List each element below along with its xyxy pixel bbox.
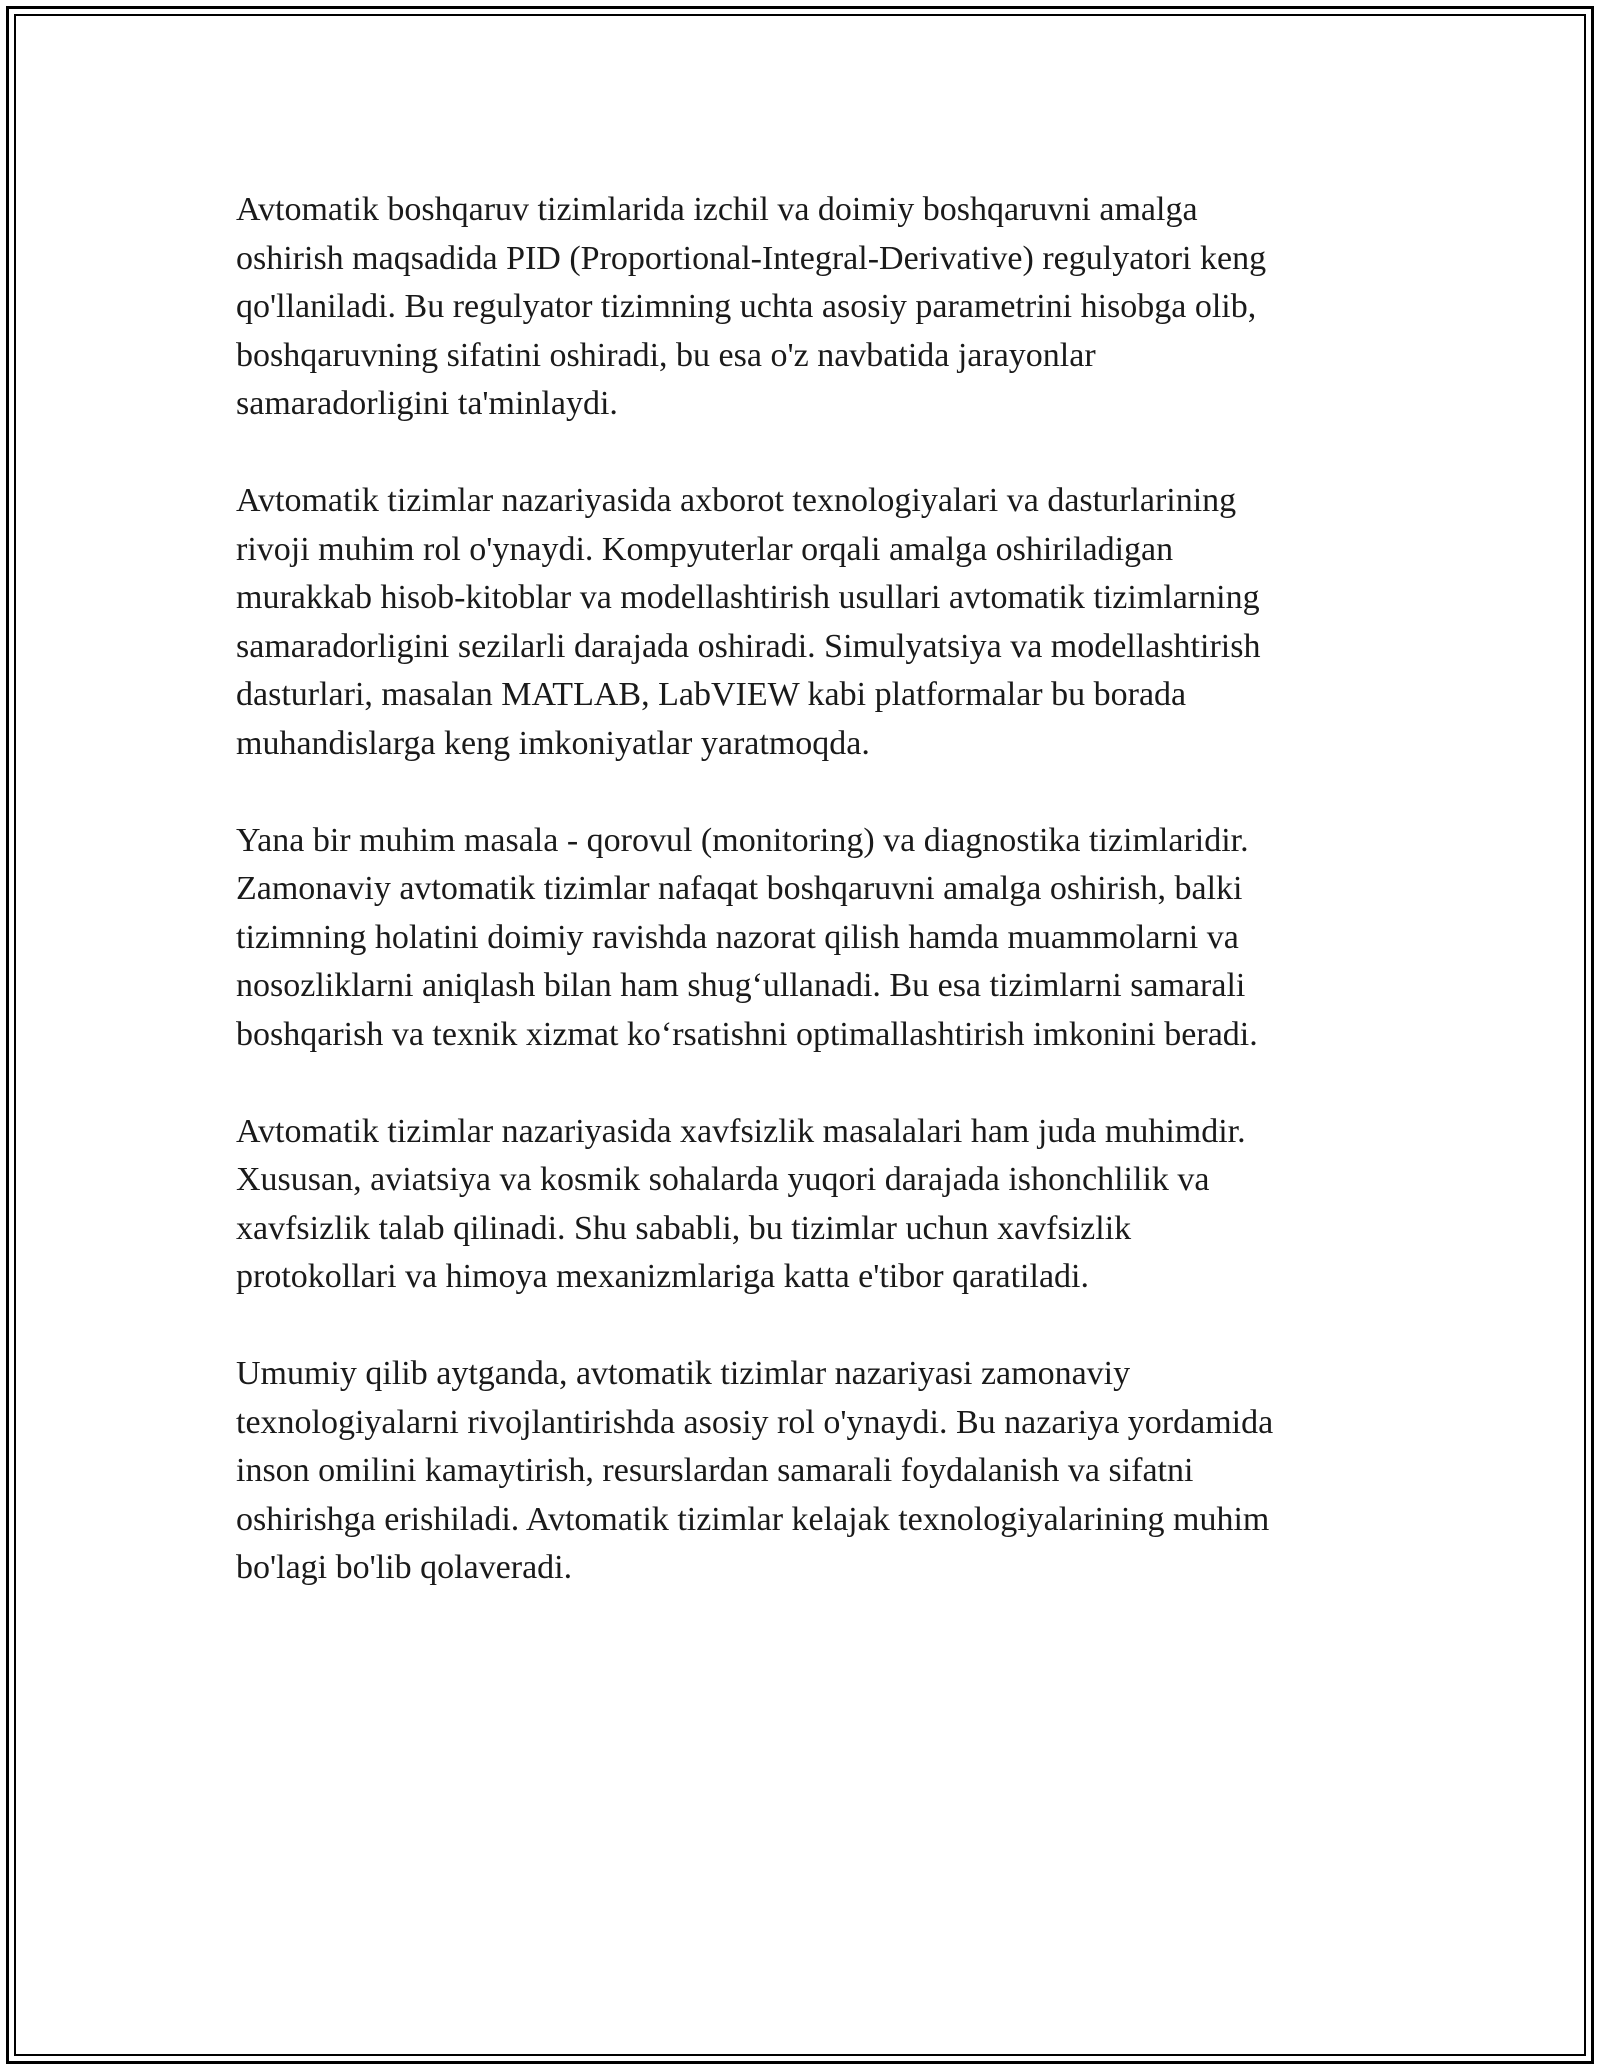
paragraph-safety xyxy=(236,1108,1366,1302)
text-line: boshqarish va texnik xizmat ko‘rsatishni optimallashtirish imkonini beradi. xyxy=(236,1015,1258,1053)
text-line: protokollari va himoya mexanizmlariga katta e'tibor qaratiladi. xyxy=(236,1258,1089,1295)
text-line: Zamonaviy avtomatik tizimlar nafaqat boshqaruvni amalga oshirish, balki xyxy=(236,870,1243,907)
text-line: qo'llaniladi. Bu regulyator tizimning uchta asosiy parametrini hisobga olib, xyxy=(236,288,1257,325)
text-line: muhandislarga keng imkoniyatlar yaratmoqda. xyxy=(236,724,870,762)
text-line: samaradorligini sezilarli darajada oshiradi. Simulyatsiya va modellashtirish xyxy=(236,627,1261,665)
text-line: Xususan, aviatsiya va kosmik sohalarda yuqori darajada ishonchlilik va xyxy=(236,1161,1210,1198)
text-line: boshqaruvning sifatini oshiradi, bu esa o'z navbatida jarayonlar xyxy=(236,336,1096,374)
text-line: inson omilini kamaytirish, resurslardan samarali foydalanish va sifatni xyxy=(236,1452,1194,1489)
document-body xyxy=(236,186,1366,1641)
paragraph-conclusion xyxy=(236,1350,1366,1593)
paragraph-information-technologies xyxy=(236,477,1366,768)
paragraph-monitoring-diagnostics xyxy=(236,817,1366,1060)
text-line: Avtomatik tizimlar nazariyasida xavfsizlik masalalari ham juda muhimdir. xyxy=(236,1112,1246,1150)
text-line: tizimning holatini doimiy ravishda nazorat qilish hamda muammolarni va xyxy=(236,918,1239,956)
text-line: texnologiyalarni rivojlantirishda asosiy rol o'ynaydi. Bu nazariya yordamida xyxy=(236,1403,1274,1441)
text-line: Avtomatik boshqaruv tizimlarida izchil va doimiy boshqaruvni amalga xyxy=(236,191,1198,228)
paragraph-pid-regulator xyxy=(236,186,1366,429)
text-line: oshirishga erishiladi. Avtomatik tizimlar kelajak texnologiyalarining muhim xyxy=(236,1500,1270,1538)
text-line: oshirish maqsadida PID (Proportional-Integral-Derivative) regulyatori keng xyxy=(236,239,1267,277)
text-line: Avtomatik tizimlar nazariyasida axborot texnologiyalari va dasturlarining xyxy=(236,482,1237,519)
text-line: bo'lagi bo'lib qolaveradi. xyxy=(236,1549,573,1586)
text-line: xavfsizlik talab qilinadi. Shu sababli, bu tizimlar uchun xavfsizlik xyxy=(236,1209,1132,1247)
text-line: dasturlari, masalan MATLAB, LabVIEW kabi platformalar bu borada xyxy=(236,676,1187,713)
text-line: samaradorligini ta'minlaydi. xyxy=(236,385,618,422)
text-line: rivoji muhim rol o'ynaydi. Kompyuterlar orqali amalga oshiriladigan xyxy=(236,530,1174,568)
text-line: murakkab hisob-kitoblar va modellashtirish usullari avtomatik tizimlarning xyxy=(236,579,1260,616)
text-line: Yana bir muhim masala - qorovul (monitoring) va diagnostika tizimlaridir. xyxy=(236,821,1249,859)
text-line: nosozliklarni aniqlash bilan ham shug‘ullanadi. Bu esa tizimlarni samarali xyxy=(236,967,1246,1004)
text-line: Umumiy qilib aytganda, avtomatik tizimlar nazariyasi zamonaviy xyxy=(236,1355,1131,1392)
